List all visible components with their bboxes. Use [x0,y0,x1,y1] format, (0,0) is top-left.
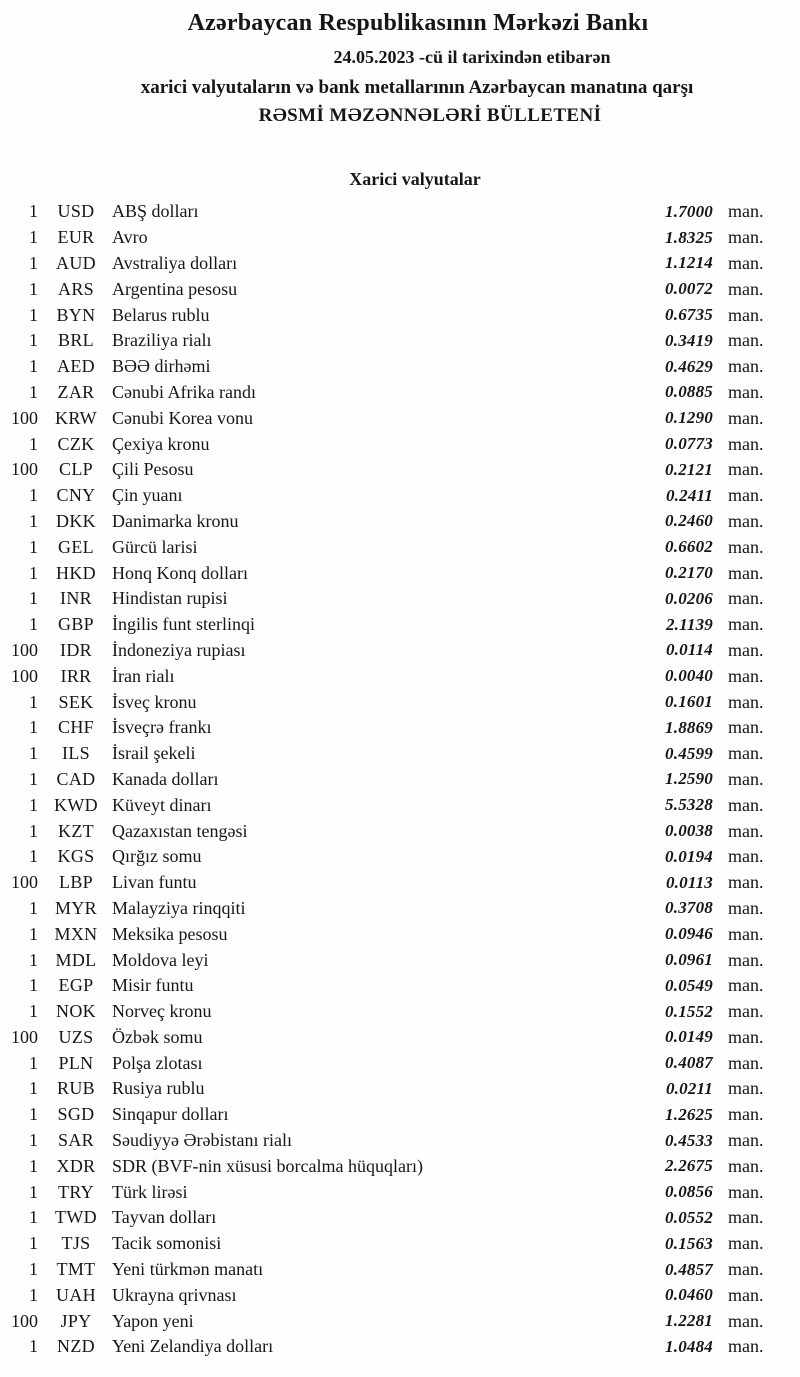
rate-value: 0.4533 [665,1130,713,1150]
rate-value: 0.0149 [665,1027,713,1047]
rate-row [0,999,800,1025]
currency-code: GBP [58,614,94,635]
rate-row [0,715,800,741]
unit-label: man. [728,846,764,867]
rate-value: 1.0484 [665,1336,713,1356]
rate-value: 1.8869 [665,717,713,737]
currency-code: EGP [58,975,94,996]
currency-code: PLN [58,1052,94,1073]
rate-value: 0.0206 [665,588,713,608]
rate-value: 0.1563 [665,1233,713,1253]
currency-code: SEK [58,691,94,712]
unit-label: man. [728,717,764,738]
unit-label: man. [728,1310,764,1331]
rate-value: 0.0114 [665,640,713,660]
currency-code: USD [57,201,95,222]
quantity-value: 1 [29,1181,38,1202]
currency-code: TRY [58,1181,94,1202]
currency-code: NZD [57,1336,95,1357]
bulletin-header [0,0,800,127]
unit-label: man. [728,691,764,712]
currency-code: DKK [56,510,96,531]
currency-name: SDR (BVF-nin xüsusi borcalma hüquqları) [112,1155,423,1176]
unit-label: man. [728,201,764,222]
rate-value: 0.4629 [665,356,713,376]
rate-row [0,1102,800,1128]
currency-code: CZK [57,433,95,454]
unit-label: man. [728,768,764,789]
currency-code: NOK [56,1001,96,1022]
rate-row [0,1257,800,1283]
quantity-value: 1 [29,381,38,402]
rate-row [0,638,800,664]
currency-code: KRW [55,407,97,428]
rate-value: 0.0549 [665,975,713,995]
section-title: Xarici valyutalar [349,169,481,189]
quantity-value: 1 [29,1130,38,1151]
currency-code: HKD [56,562,96,583]
rate-value: 0.0961 [665,950,713,969]
rate-value: 0.0946 [665,924,713,944]
unit-label: man. [728,485,764,506]
rate-value: 1.2625 [665,1104,713,1124]
rate-value: 0.4599 [665,743,713,763]
rate-value: 2.2675 [665,1156,713,1176]
rate-row [0,431,800,457]
currency-code: AED [57,356,95,377]
rate-value: 0.2411 [665,485,713,505]
rate-value: 0.0113 [665,872,713,892]
quantity-value: 1 [29,897,38,918]
rate-value: 0.6602 [665,537,713,557]
currency-name: Çili Pesosu [112,459,194,480]
rate-value: 0.6735 [665,305,713,325]
subject-line: xarici valyutaların və bank metallarının Azərbaycan manatına qarşı [140,77,694,98]
rate-row [0,1231,800,1257]
unit-label: man. [728,1233,764,1254]
rate-row [0,1282,800,1308]
rate-row [0,1153,800,1179]
unit-label: man. [728,923,764,944]
currency-code: TWD [55,1207,97,1228]
currency-name: Qazaxıstan tengəsi [112,820,248,841]
currency-name: Çin yuanı [112,485,183,506]
currency-code: KGS [57,846,95,867]
currency-name: Tayvan dolları [112,1207,217,1228]
quantity-value: 1 [29,949,38,970]
currency-name: Braziliya rialı [112,330,212,351]
currency-name: BƏƏ dirhəmi [112,356,211,377]
unit-label: man. [728,639,764,660]
quantity-value: 1 [29,485,38,506]
quantity-value: 1 [29,1155,38,1176]
rate-value: 0.0773 [665,434,713,454]
quantity-value: 1 [29,433,38,454]
rate-row [0,560,800,586]
quantity-value: 100 [11,872,38,893]
rate-value: 0.2460 [665,511,713,531]
rate-value: 1.8325 [665,227,713,247]
unit-label: man. [728,407,764,428]
rate-row [0,380,800,406]
rate-row [0,870,800,896]
currency-code: EUR [57,227,95,248]
currency-code: ZAR [57,381,95,402]
rate-row [0,405,800,431]
rate-row [0,921,800,947]
unit-label: man. [728,536,764,557]
rate-value: 0.0211 [665,1078,713,1098]
rate-row [0,844,800,870]
currency-code: UZS [58,1026,94,1047]
currency-name: Moldova leyi [112,949,209,970]
unit-label: man. [728,278,764,299]
rate-value: 5.5328 [665,795,713,815]
quantity-value: 1 [29,510,38,531]
currency-name: İsrail şekeli [112,743,196,764]
bulletin-title: RƏSMİ MƏZƏNNƏLƏRİ BÜLLETENİ [258,105,602,126]
currency-code: AUD [56,252,96,273]
rate-value: 0.1290 [665,408,713,428]
currency-code: BYN [56,304,96,325]
currency-name: Rusiya rublu [112,1078,205,1099]
currency-name: Avstraliya dolları [112,252,238,273]
rate-value: 0.4087 [665,1053,713,1073]
unit-label: man. [728,252,764,273]
quantity-value: 1 [29,252,38,273]
quantity-value: 100 [11,1310,38,1331]
currency-name: Çexiya kronu [112,433,210,454]
rate-row [0,457,800,483]
currency-name: Yapon yeni [112,1310,194,1331]
currency-name: Kanada dolları [112,768,219,789]
rate-row [0,1308,800,1334]
currency-name: Meksika pesosu [112,923,228,944]
unit-label: man. [728,614,764,635]
unit-label: man. [728,510,764,531]
rate-row [0,1050,800,1076]
currency-name: Livan funtu [112,872,197,893]
currency-name: Danimarka kronu [112,510,239,531]
quantity-value: 1 [29,1001,38,1022]
unit-label: man. [728,356,764,377]
currency-code: INR [60,588,92,609]
currency-code: CAD [56,768,96,789]
quantity-value: 1 [29,1078,38,1099]
quantity-value: 1 [29,1207,38,1228]
currency-name: Misir funtu [112,975,194,996]
rate-value: 1.2281 [665,1311,713,1331]
rate-row [0,225,800,251]
unit-label: man. [728,227,764,248]
unit-label: man. [728,1155,764,1176]
currency-name: Türk lirəsi [112,1181,188,1202]
currency-name: Cənubi Korea vonu [112,407,253,428]
unit-label: man. [728,665,764,686]
quantity-value: 1 [29,330,38,351]
rate-row [0,973,800,999]
currency-name: Tacik somonisi [112,1233,222,1254]
effective-date-line: 24.05.2023 -cü il tarixindən etibarən [333,47,611,67]
rate-row [0,1334,800,1360]
rate-row [0,251,800,277]
currency-name: Polşa zlotası [112,1052,203,1073]
quantity-value: 100 [11,1026,38,1047]
quantity-value: 1 [29,717,38,738]
rate-row [0,199,800,225]
currency-code: MYR [55,897,97,918]
rate-row [0,534,800,560]
currency-code: BRL [58,330,94,351]
quantity-value: 1 [29,794,38,815]
currency-name: ABŞ dolları [112,201,199,222]
quantity-value: 1 [29,201,38,222]
rate-row [0,354,800,380]
currency-code: IDR [60,639,92,660]
currency-code: TJS [61,1233,91,1254]
currency-code: ILS [62,743,90,764]
currency-name: Gürcü larisi [112,536,198,557]
currency-code: TMT [56,1259,96,1280]
rate-value: 0.0856 [665,1182,713,1202]
rate-value: 1.2590 [665,769,713,789]
unit-label: man. [728,588,764,609]
currency-code: CNY [56,485,96,506]
rate-row [0,663,800,689]
quantity-value: 1 [29,846,38,867]
quantity-value: 1 [29,1284,38,1305]
rate-value: 0.0040 [665,666,713,686]
currency-name: Hindistan rupisi [112,588,228,609]
quantity-value: 1 [29,562,38,583]
unit-label: man. [728,1104,764,1125]
quantity-value: 100 [11,639,38,660]
unit-label: man. [728,562,764,583]
rate-row [0,1205,800,1231]
currency-code: XDR [56,1155,96,1176]
rate-value: 0.1552 [665,1001,713,1021]
rate-row [0,483,800,509]
currency-code: CHF [58,717,94,738]
unit-label: man. [728,975,764,996]
rate-row [0,1076,800,1102]
currency-code: MDL [55,949,97,970]
currency-name: Malayziya rinqqiti [112,897,246,918]
unit-label: man. [728,330,764,351]
rate-value: 0.0552 [665,1207,713,1227]
currency-code: IRR [60,665,92,686]
quantity-value: 1 [29,356,38,377]
quantity-value: 100 [11,407,38,428]
quantity-value: 1 [29,923,38,944]
currency-code: ARS [58,278,94,299]
rate-value: 0.1601 [665,692,713,712]
rate-row [0,1179,800,1205]
rate-value: 0.0038 [665,821,713,841]
quantity-value: 1 [29,768,38,789]
unit-label: man. [728,1284,764,1305]
quantity-value: 1 [29,536,38,557]
currency-code: UAH [56,1284,96,1305]
rate-value: 0.0194 [665,846,713,866]
unit-label: man. [728,794,764,815]
currency-name: Honq Konq dolları [112,562,248,583]
currency-name: Ukrayna qrivnası [112,1284,237,1305]
quantity-value: 1 [29,614,38,635]
rate-row [0,947,800,973]
currency-code: LBP [59,872,93,893]
rate-row [0,509,800,535]
quantity-value: 1 [29,1336,38,1357]
rate-row [0,1025,800,1051]
rate-value: 0.0460 [665,1285,713,1305]
quantity-value: 1 [29,1259,38,1280]
rate-row [0,741,800,767]
unit-label: man. [728,949,764,970]
quantity-value: 1 [29,691,38,712]
unit-label: man. [728,381,764,402]
quantity-value: 1 [29,1052,38,1073]
currency-code: JPY [60,1310,92,1331]
currency-code: GEL [58,536,94,557]
currency-name: Özbək somu [112,1026,203,1047]
rate-row [0,818,800,844]
rate-row [0,896,800,922]
rate-value: 1.1214 [665,253,713,273]
currency-code: CLP [59,459,93,480]
rate-value: 0.0072 [665,279,713,299]
currency-name: Cənubi Afrika randı [112,381,256,402]
unit-label: man. [728,304,764,325]
quantity-value: 1 [29,1104,38,1125]
quantity-value: 1 [29,278,38,299]
unit-label: man. [728,820,764,841]
quantity-value: 1 [29,588,38,609]
currency-name: Norveç kronu [112,1001,212,1022]
unit-label: man. [728,1078,764,1099]
unit-label: man. [728,743,764,764]
unit-label: man. [728,1130,764,1151]
rate-row [0,612,800,638]
bank-title: Azərbaycan Respublikasının Mərkəzi Bankı [187,10,649,36]
currency-name: İndoneziya rupiası [112,639,246,660]
currency-name: İngilis funt sterlinqi [112,614,255,635]
unit-label: man. [728,1207,764,1228]
currency-name: Yeni Zelandiya dolları [112,1336,274,1357]
rate-row [0,586,800,612]
currency-name: Argentina pesosu [112,278,238,299]
unit-label: man. [728,872,764,893]
rate-value: 0.3708 [665,898,713,918]
currency-name: Yeni türkmən manatı [112,1259,264,1280]
quantity-value: 100 [11,665,38,686]
quantity-value: 1 [29,743,38,764]
rate-row [0,1128,800,1154]
currency-name: Küveyt dinarı [112,794,212,815]
unit-label: man. [728,1052,764,1073]
quantity-value: 1 [29,975,38,996]
currency-code: SGD [57,1104,95,1125]
unit-label: man. [728,459,764,480]
currency-code: MXN [54,923,98,944]
rate-row [0,302,800,328]
rate-row [0,792,800,818]
rate-row [0,276,800,302]
currency-name: Sinqapur dolları [112,1104,229,1125]
rate-row [0,767,800,793]
exchange-rates-table [0,199,800,1360]
unit-label: man. [728,1336,764,1357]
currency-code: KZT [58,820,94,841]
rate-value: 1.7000 [665,201,713,221]
currency-code: RUB [57,1078,95,1099]
unit-label: man. [728,1259,764,1280]
quantity-value: 1 [29,1233,38,1254]
currency-name: Belarus rublu [112,304,210,325]
currency-name: İsveç kronu [112,691,197,712]
rate-row [0,328,800,354]
currency-name: İsveçrə frankı [112,717,212,738]
rate-value: 0.2121 [665,459,713,479]
rate-value: 0.3419 [665,330,713,350]
rate-value: 0.0885 [665,382,713,402]
currency-name: Səudiyyə Ərəbistanı rialı [112,1130,292,1151]
rate-row [0,689,800,715]
currency-name: Avro [112,227,148,248]
currency-name: İran rialı [112,665,175,686]
quantity-value: 1 [29,227,38,248]
quantity-value: 1 [29,820,38,841]
unit-label: man. [728,1001,764,1022]
rate-value: 2.1139 [665,614,713,634]
unit-label: man. [728,1181,764,1202]
quantity-value: 100 [11,459,38,480]
rate-value: 0.2170 [665,563,713,583]
currency-code: KWD [54,794,98,815]
currency-name: Qırğız somu [112,846,202,867]
quantity-value: 1 [29,304,38,325]
currency-code: SAR [58,1130,94,1151]
unit-label: man. [728,1026,764,1047]
unit-label: man. [728,897,764,918]
rate-value: 0.4857 [665,1259,713,1279]
unit-label: man. [728,433,764,454]
